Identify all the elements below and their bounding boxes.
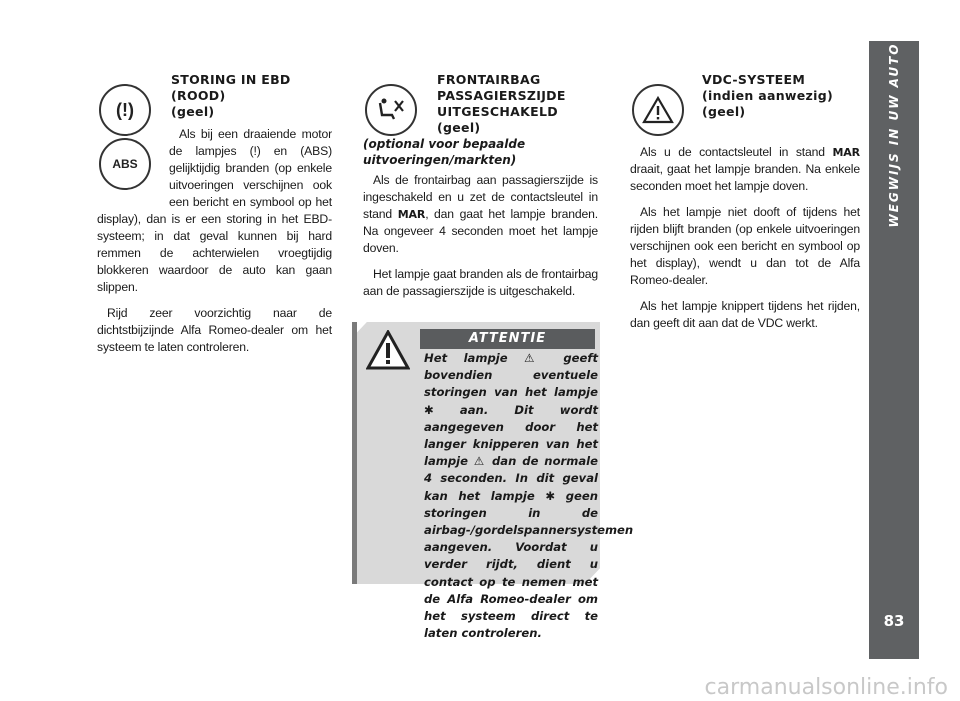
airbag-paragraph-1: Als de frontairbag aan passagierszijde is ingeschakeld en u zet de contactsleutel in stand MAR, dan gaat het lampje branden. Na ongeveer 4 seconden moet het lampje doven. bbox=[363, 173, 598, 255]
vdc-paragraph-3: Als het lampje knippert tijdens het rijden, dan geeft dit aan dat de VDC werkt. bbox=[630, 299, 860, 330]
warning-box-edge bbox=[352, 322, 357, 584]
section-vdc bbox=[630, 72, 860, 341]
vdc-icon bbox=[632, 84, 684, 136]
abs-warning-icon: ABS bbox=[99, 138, 151, 190]
section-sidebar bbox=[869, 41, 919, 659]
watermark: carmanualsonline.info bbox=[704, 675, 948, 700]
vdc-paragraph-1: Als u de contactsleutel in stand MAR draait, gaat het lampje branden. Na enkele seconden moet het lampje doven. bbox=[630, 145, 860, 193]
airbag-heading: FRONTAIRBAG PASSAGIERSZIJDE UITGESCHAKELD (geel) bbox=[437, 72, 566, 135]
airbag-paragraph-2: Het lampje gaat branden als de frontairbag aan de passagierszijde is uitgeschakeld. bbox=[363, 267, 598, 298]
airbag-off-icon bbox=[365, 84, 417, 136]
warning-text: Het lampje ⚠ geeft bovendien eventuele storingen van het lampje ✱ aan. Dit wordt aangegeven door het langer knipperen van het lampje ⚠ dan de normale 4 seconden. In dit geval kan het lampje ✱ geen storingen in de airbag-/gordelspannersystemen aangeven. Voordat u verder rijdt, dient u contact op te nemen met de Alfa Romeo-dealer om het systeem direct te laten controleren. bbox=[424, 351, 634, 641]
section-passenger-airbag bbox=[363, 72, 598, 309]
section-ebd bbox=[97, 72, 332, 365]
vdc-heading: VDC-SYSTEEM (indien aanwezig) (geel) bbox=[702, 72, 833, 119]
ebd-heading: STORING IN EBD (ROOD) (geel) bbox=[171, 72, 291, 119]
brake-warning-icon: (!) bbox=[99, 84, 151, 136]
vdc-triangle-icon bbox=[641, 95, 675, 125]
page-number: 83 bbox=[883, 612, 905, 630]
sidebar-title: WEGWIJS IN UW AUTO bbox=[887, 42, 901, 228]
vdc-paragraph-2: Als het lampje niet dooft of tijdens het rijden blijft branden (op enkele uitvoeringen verschijnen ook een bericht en symbool op het display), wendt u dan tot de Alfa Romeo-dealer. bbox=[630, 205, 860, 287]
airbag-sub-heading: (optional voor bepaalde uitvoeringen/markten) bbox=[363, 137, 526, 167]
seat-airbag-off-icon bbox=[376, 97, 406, 123]
warning-title: ATTENTIE bbox=[420, 329, 595, 349]
ebd-paragraph-1: Als bij een draaiende motor de lampjes (!) en (ABS) gelijktijdig branden (op enkele uitvoeringen verschijnen ook een bericht en symbool op het display), dan is er een storing in het EBD-systeem; in dat geval kunnen bij hard remmen de achterwielen vroegtijdig blokkeren waardoor de auto kan gaan slippen. bbox=[97, 127, 332, 294]
ebd-paragraph-2: Rijd zeer voorzichtig naar de dichtstbijzijnde Alfa Romeo-dealer om het systeem te laten controleren. bbox=[97, 306, 332, 354]
